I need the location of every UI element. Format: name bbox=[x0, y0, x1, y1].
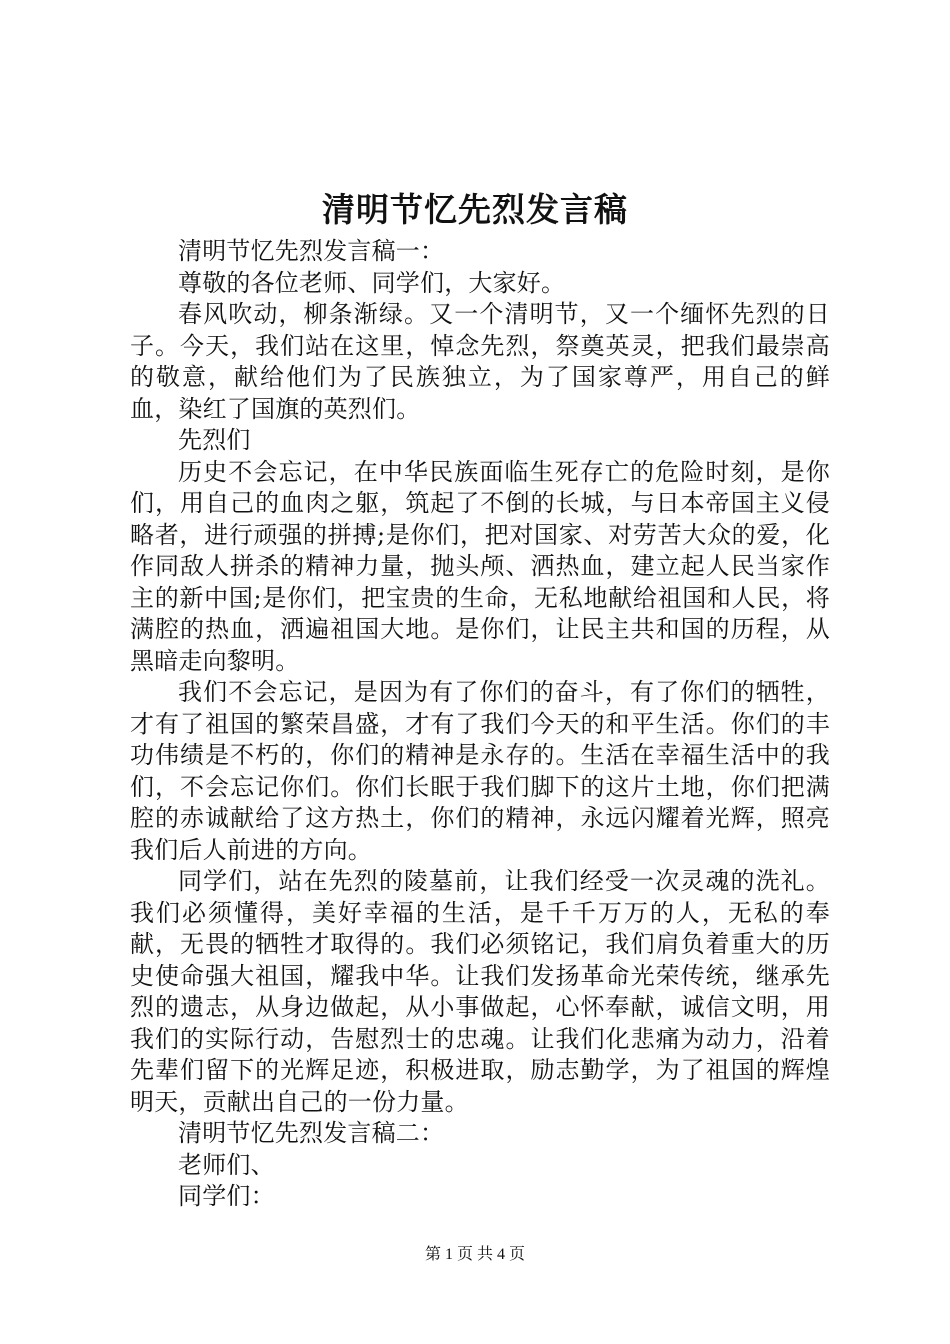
paragraph-heading-one: 清明节忆先烈发言稿一： bbox=[178, 237, 445, 265]
paragraph-remember: 我们不会忘记，是因为有了你们的奋斗，有了你们的牺牲，才有了祖国的繁荣昌盛，才有了我们今天的和平生活。你们的丰功伟绩是不朽的，你们的精神是永存的。生活在幸福生活中的我们，不会忘记你们。你们长眠于我们脚下的这片土地，你们把满腔的赤诚献给了这方热土，你们的精神，永远闪耀着光辉，照亮我们后人前进的方向。 bbox=[130, 678, 830, 864]
page-number-footer: 第 1 页 共 4 页 bbox=[424, 1246, 525, 1263]
paragraph-teachers: 老师们、 bbox=[178, 1150, 275, 1179]
paragraph-heading-two: 清明节忆先烈发言稿二： bbox=[178, 1119, 445, 1147]
paragraph-history: 历史不会忘记，在中华民族面临生死存亡的危险时刻，是你们，用自己的血肉之躯，筑起了不倒的长城，与日本帝国主义侵略者，进行顽强的拼搏;是你们，把对国家、对劳苦大众的爱，化作同敌人拼杀的精神力量，抛头颅、洒热血，建立起人民当家作主的新中国;是你们，把宝贵的生命，无私地献给祖国和人民，将满腔的热血，洒遍祖国大地。是你们，让民主共和国的历程，从黑暗走向黎明。 bbox=[130, 457, 830, 675]
document-body bbox=[130, 236, 830, 1213]
paragraph-martyrs: 先烈们 bbox=[178, 426, 251, 454]
paragraph-greeting: 尊敬的各位老师、同学们，大家好。 bbox=[178, 268, 566, 297]
paragraph-classmates: 同学们： bbox=[178, 1182, 275, 1210]
paragraph-spring: 春风吹动，柳条渐绿。又一个清明节，又一个缅怀先烈的日子。今天，我们站在这里，悼念先烈，祭奠英灵，把我们最崇高的敬意，献给他们为了民族独立，为了国家尊严，用自己的鲜血，染红了国旗的英烈们。 bbox=[130, 300, 830, 423]
document-title: 清明节忆先烈发言稿 bbox=[322, 190, 628, 229]
paragraph-students: 同学们，站在先烈的陵墓前，让我们经受一次灵魂的洗礼。我们必须懂得，美好幸福的生活，是千千万万的人，无私的奉献，无畏的牺牲才取得的。我们必须铭记，我们肩负着重大的历史使命强大祖国，耀我中华。让我们发扬革命光荣传统，继承先烈的遗志，从身边做起，从小事做起，心怀奉献，诚信文明，用我们的实际行动，告慰烈士的忠魂。让我们化悲痛为动力，沿着先辈们留下的光辉足迹，积极进取，励志勤学，为了祖国的辉煌明天，贡献出自己的一份力量。 bbox=[130, 867, 830, 1116]
